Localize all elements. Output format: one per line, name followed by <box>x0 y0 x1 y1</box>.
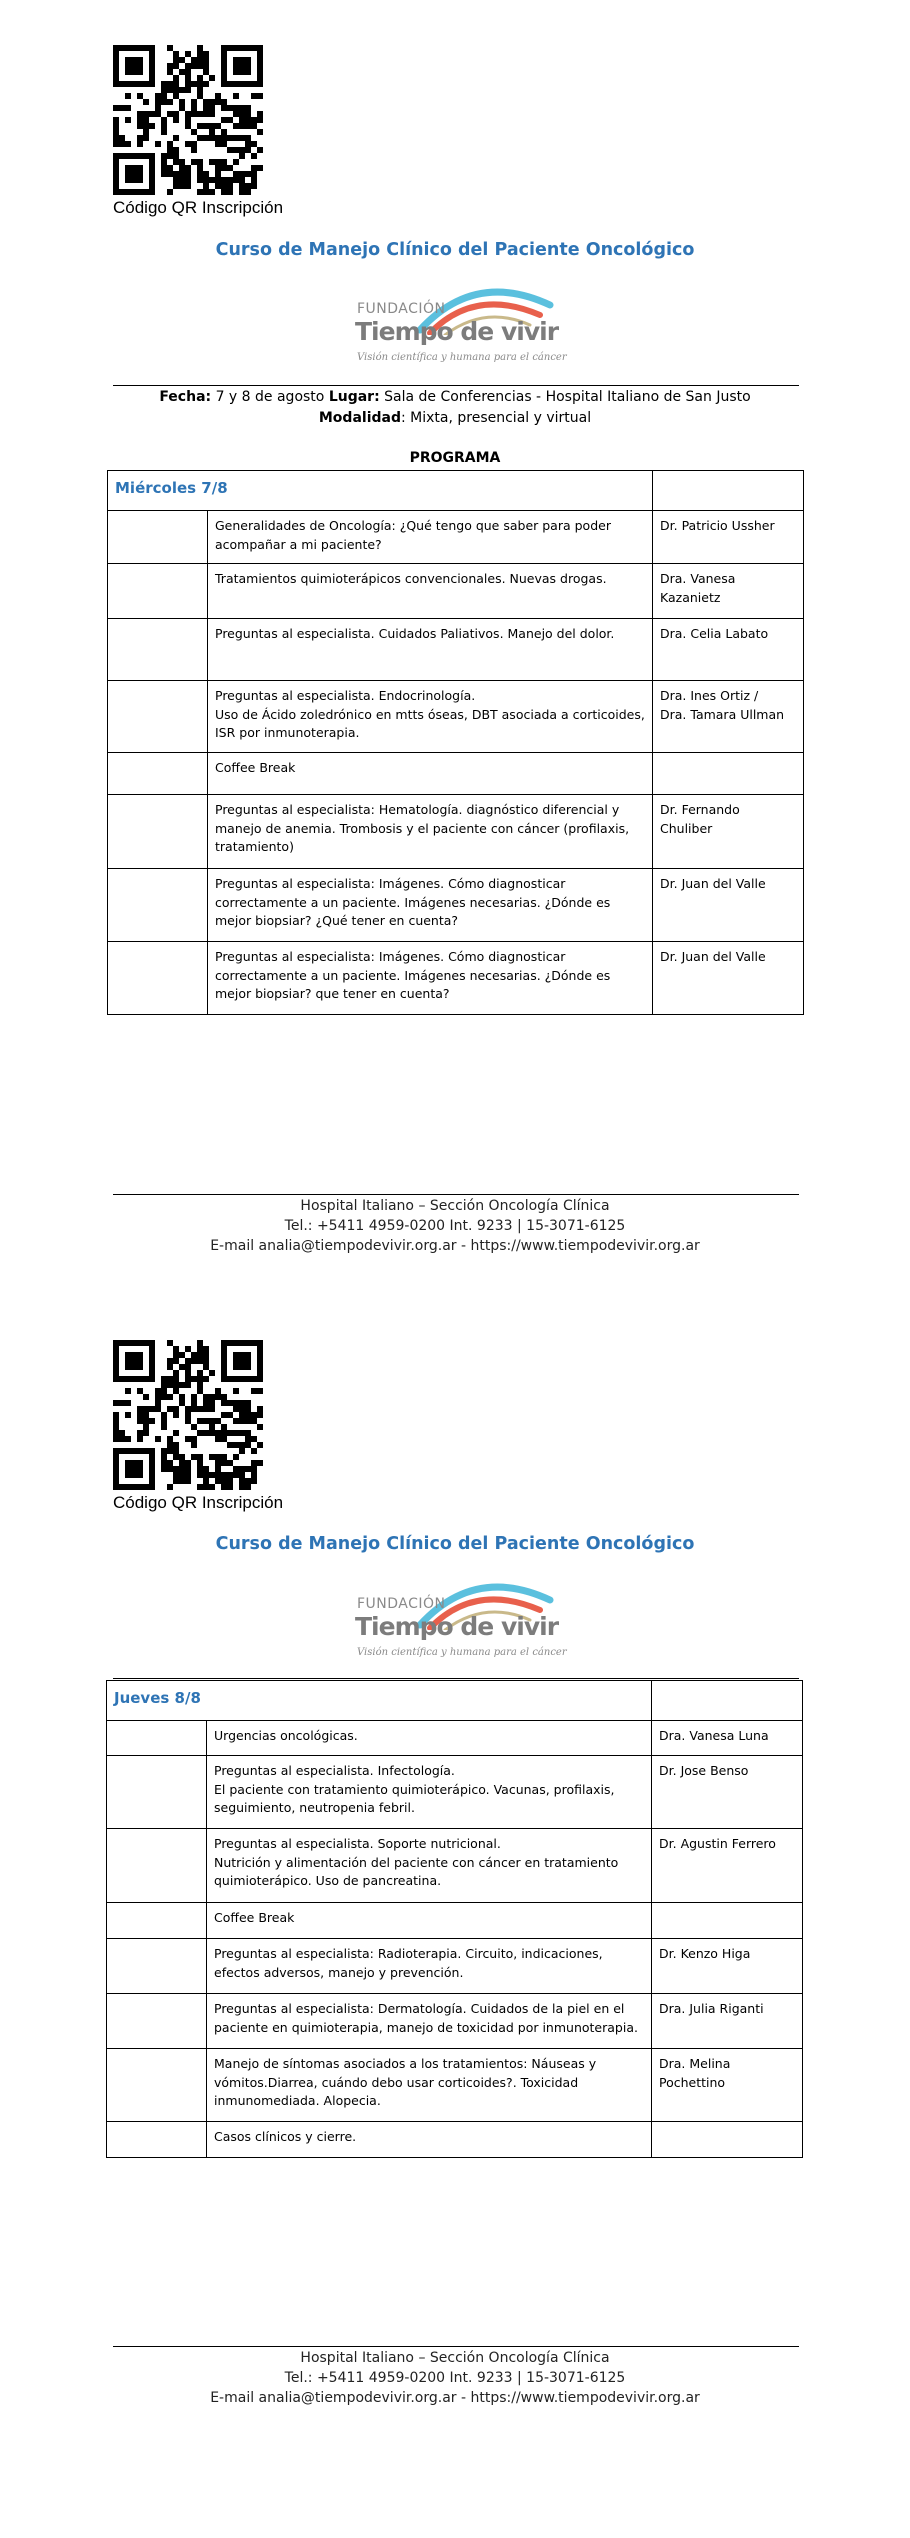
table-row <box>107 1994 803 2049</box>
speaker-cell <box>653 753 804 795</box>
footer-line-3: E-mail analia@tiempodevivir.org.ar - https://www.tiempodevivir.org.ar <box>210 2390 700 2406</box>
time-cell <box>107 1721 207 1756</box>
speaker-cell: Dra. Vanesa Kazanietz <box>653 564 804 619</box>
speaker-cell: Dr. Patricio Ussher <box>653 511 804 564</box>
event-info-line-2 <box>0 408 910 429</box>
speaker-cell <box>652 1903 803 1939</box>
course-title: Curso de Manejo Clínico del Paciente Oncológico <box>215 240 695 260</box>
modalidad-label: Modalidad <box>318 410 401 426</box>
time-cell <box>108 511 208 564</box>
table-row <box>107 1721 803 1756</box>
topic-cell: Preguntas al especialista: Imágenes. Cómo diagnosticar correctamente a un paciente. Imágenes necesarias. ¿Dónde es mejor biopsiar? que tener en cuenta? <box>208 942 653 1015</box>
day-header-row <box>108 471 804 511</box>
footer-divider <box>113 1194 799 1195</box>
speaker-cell: Dr. Jose Benso <box>652 1756 803 1829</box>
table-row <box>107 1829 803 1903</box>
table-row <box>107 1903 803 1939</box>
fundacion-logo <box>355 1570 567 1670</box>
table-row <box>108 511 804 564</box>
time-cell <box>108 753 208 795</box>
footer <box>0 1196 910 1256</box>
time-cell <box>107 1939 207 1994</box>
event-info-line-1 <box>0 387 910 408</box>
header-divider <box>113 385 799 386</box>
topic-cell: Coffee Break <box>208 753 653 795</box>
schedule-table-day1 <box>107 470 804 1015</box>
time-cell <box>108 681 208 753</box>
time-cell <box>108 942 208 1015</box>
footer-line-2: Tel.: +5411 4959-0200 Int. 9233 | 15-3071-6125 <box>284 2370 626 2386</box>
footer-line-3: E-mail analia@tiempodevivir.org.ar - https://www.tiempodevivir.org.ar <box>210 1238 700 1254</box>
table-row <box>108 564 804 619</box>
speaker-cell: Dra. Melina Pochettino <box>652 2049 803 2122</box>
footer-line-1: Hospital Italiano – Sección Oncología Clínica <box>300 2350 610 2366</box>
footer-line-1: Hospital Italiano – Sección Oncología Clínica <box>300 1198 610 1214</box>
time-cell <box>107 2049 207 2122</box>
time-cell <box>107 1829 207 1903</box>
speaker-cell: Dr. Kenzo Higa <box>652 1939 803 1994</box>
speaker-cell: Dra. Celia Labato <box>653 619 804 681</box>
time-cell <box>108 869 208 942</box>
topic-cell: Preguntas al especialista: Radioterapia. Circuito, indicaciones, efectos adversos, manejo y prevención. <box>207 1939 652 1994</box>
time-cell <box>107 1756 207 1829</box>
day-header-row <box>107 1681 803 1721</box>
page-2 <box>0 1290 910 2538</box>
topic-cell: Preguntas al especialista. Infectología. El paciente con tratamiento quimioterápico. Vacunas, profilaxis, seguimiento, neutropenia febril. <box>207 1756 652 1829</box>
table-row <box>107 2049 803 2122</box>
time-cell <box>108 795 208 869</box>
qr-code-icon[interactable] <box>113 45 263 195</box>
speaker-cell: Dr. Fernando Chuliber <box>653 795 804 869</box>
speaker-cell: Dra. Ines Ortiz / Dra. Tamara Ullman <box>653 681 804 753</box>
footer <box>0 2348 910 2408</box>
logo-fundacion-text: FUNDACIÓN <box>357 1596 446 1612</box>
footer-divider <box>113 2346 799 2347</box>
topic-cell: Urgencias oncológicas. <box>207 1721 652 1756</box>
speaker-cell: Dr. Agustin Ferrero <box>652 1829 803 1903</box>
footer-line-2: Tel.: +5411 4959-0200 Int. 9233 | 15-3071-6125 <box>284 1218 626 1234</box>
time-cell <box>107 1994 207 2049</box>
topic-cell: Manejo de síntomas asociados a los tratamientos: Náuseas y vómitos.Diarrea, cuándo debo usar corticoides?. Toxicidad inmunomediada. Alopecia. <box>207 2049 652 2122</box>
speaker-cell <box>652 2122 803 2158</box>
day-header-blank <box>653 471 804 511</box>
logo-fundacion-text: FUNDACIÓN <box>357 301 446 317</box>
table-row <box>108 619 804 681</box>
table-row <box>108 942 804 1015</box>
fecha-label: Fecha: <box>159 389 212 405</box>
qr-label: Código QR Inscripción <box>113 1493 284 1512</box>
topic-cell: Coffee Break <box>207 1903 652 1939</box>
speaker-cell: Dra. Vanesa Luna <box>652 1721 803 1756</box>
course-title: Curso de Manejo Clínico del Paciente Oncológico <box>215 1534 695 1554</box>
speaker-cell: Dra. Julia Riganti <box>652 1994 803 2049</box>
table-row <box>108 753 804 795</box>
day-title: Miércoles 7/8 <box>108 471 653 511</box>
header-divider <box>113 1678 799 1679</box>
programa-heading: PROGRAMA <box>409 450 501 466</box>
time-cell <box>108 619 208 681</box>
topic-cell: Preguntas al especialista: Imágenes. Cómo diagnosticar correctamente a un paciente. Imágenes necesarias. ¿Dónde es mejor biopsiar? ¿Qué tener en cuenta? <box>208 869 653 942</box>
speaker-cell: Dr. Juan del Valle <box>653 942 804 1015</box>
schedule-table-day2 <box>106 1680 803 2158</box>
fecha-value: 7 y 8 de agosto <box>215 389 325 405</box>
time-cell <box>107 2122 207 2158</box>
time-cell <box>107 1903 207 1939</box>
topic-cell: Casos clínicos y cierre. <box>207 2122 652 2158</box>
topic-cell: Preguntas al especialista. Endocrinología. Uso de Ácido zoledrónico en mtts óseas, DBT asociada a corticoides, ISR por inmunoterapia. <box>208 681 653 753</box>
topic-cell: Generalidades de Oncología: ¿Qué tengo que saber para poder acompañar a mi paciente? <box>208 511 653 564</box>
logo-tagline: Visión científica y humana para el cáncer <box>357 1647 567 1658</box>
table-row <box>107 2122 803 2158</box>
event-info <box>0 387 910 429</box>
qr-code-icon[interactable] <box>113 1340 263 1490</box>
time-cell <box>108 564 208 619</box>
modalidad-value: : Mixta, presencial y virtual <box>400 410 592 426</box>
day-header-blank <box>652 1681 803 1721</box>
table-row <box>108 795 804 869</box>
lugar-label: Lugar: <box>328 389 380 405</box>
logo-name-text: Tiempo de vivir <box>355 1612 559 1641</box>
topic-cell: Preguntas al especialista: Dermatología. Cuidados de la piel en el paciente en quimioterapia, manejo de toxicidad por inmunoterapia. <box>207 1994 652 2049</box>
table-row <box>108 869 804 942</box>
logo-tagline: Visión científica y humana para el cáncer <box>357 352 567 363</box>
fundacion-logo <box>355 275 567 375</box>
table-row <box>107 1939 803 1994</box>
speaker-cell: Dr. Juan del Valle <box>653 869 804 942</box>
qr-label: Código QR Inscripción <box>113 198 284 217</box>
day-title: Jueves 8/8 <box>107 1681 652 1721</box>
topic-cell: Preguntas al especialista: Hematología. diagnóstico diferencial y manejo de anemia. Trombosis y el paciente con cáncer (profilaxis, tratamiento) <box>208 795 653 869</box>
logo-name-text: Tiempo de vivir <box>355 317 559 346</box>
lugar-value: Sala de Conferencias - Hospital Italiano de San Justo <box>384 389 751 405</box>
table-row <box>108 681 804 753</box>
table-row <box>107 1756 803 1829</box>
topic-cell: Preguntas al especialista. Cuidados Paliativos. Manejo del dolor. <box>208 619 653 681</box>
topic-cell: Preguntas al especialista. Soporte nutricional. Nutrición y alimentación del paciente con cáncer en tratamiento quimioterápico. Uso de pancreatina. <box>207 1829 652 1903</box>
topic-cell: Tratamientos quimioterápicos convencionales. Nuevas drogas. <box>208 564 653 619</box>
